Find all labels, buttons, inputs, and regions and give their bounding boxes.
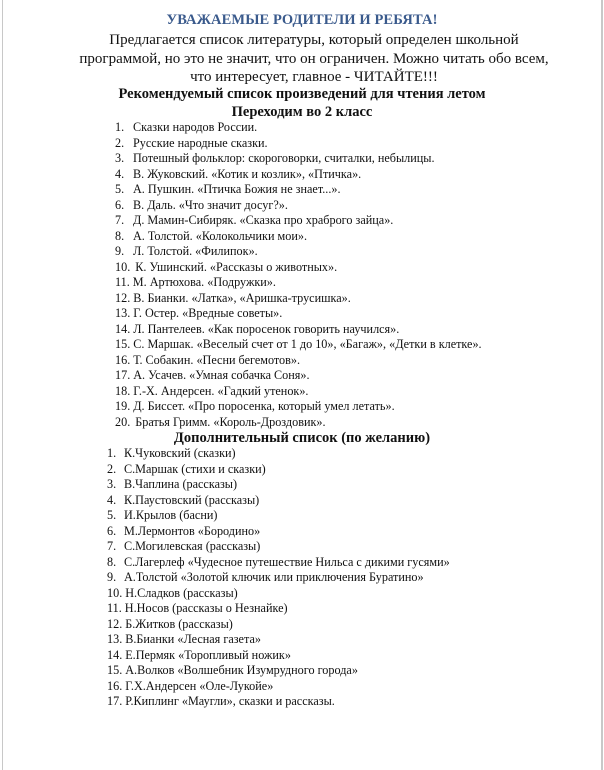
list-item (115, 275, 482, 291)
list-item (115, 182, 482, 198)
intro-paragraph: Предлагается список литературы, который определен школьной программой, но это не значит, что он ограничен. Можно читать обо всем, что интересует, главное - ЧИТАЙТЕ!!! (79, 32, 549, 85)
list-item (107, 570, 450, 586)
item-number: 16. (107, 678, 123, 693)
additional-reading-list (107, 446, 450, 710)
list-item (107, 679, 450, 695)
item-number: 2. (107, 461, 117, 476)
item-number: 15. (107, 663, 123, 677)
item-text: Д. Биссет. «Про поросенка, который умел летать». (133, 399, 395, 413)
item-text: Братья Гримм. «Король-Дроздовик». (135, 414, 326, 429)
item-number: 11. (115, 275, 130, 289)
item-text: Сказки народов России. (133, 120, 258, 134)
item-text: Г. Остер. «Вредные советы». (133, 306, 283, 320)
item-number: 19. (115, 399, 131, 413)
item-text: С. Маршак. «Веселый счет от 1 до 10», «Багаж», «Детки в клетке». (133, 337, 482, 351)
item-number: 2. (115, 135, 125, 150)
list-item (107, 524, 450, 540)
list-item (107, 663, 450, 679)
item-text: Л. Пантелеев. «Как поросенок говорить научился». (133, 321, 400, 336)
item-text: К.Паустовский (рассказы) (124, 492, 260, 507)
list-item (115, 244, 482, 260)
list-item (107, 446, 450, 462)
item-text: Н.Сладков (рассказы) (125, 585, 238, 600)
list-item (107, 586, 450, 602)
list-item (115, 399, 482, 415)
item-number: 4. (115, 166, 125, 181)
list-item (115, 368, 482, 384)
item-number: 5. (107, 508, 117, 522)
item-number: 7. (107, 539, 117, 553)
item-number: 14. (115, 321, 131, 336)
list-item (115, 198, 482, 214)
list-item (115, 260, 482, 276)
item-number: 12. (115, 290, 131, 305)
list-item (107, 648, 450, 664)
list-item (107, 462, 450, 478)
item-number: 6. (107, 523, 117, 538)
item-number: 6. (115, 197, 125, 212)
item-number: 9. (115, 244, 125, 258)
item-number: 15. (115, 337, 131, 351)
list-item (115, 322, 482, 338)
item-number: 7. (115, 213, 125, 227)
list-item (115, 167, 482, 183)
heading-grade: Переходим во 2 класс (231, 104, 373, 120)
item-text: Е.Пермяк «Торопливый ножик» (125, 647, 291, 662)
item-number: 16. (115, 352, 131, 367)
item-text: И.Крылов (басни) (124, 508, 218, 522)
list-item (107, 508, 450, 524)
item-text: А. Пушкин. «Птичка Божия не знает...». (133, 182, 341, 196)
list-item (115, 151, 482, 167)
item-number: 17. (115, 368, 131, 382)
item-number: 14. (107, 647, 123, 662)
item-text: С.Лагерлеф «Чудесное путешествие Нильса с дикими гусями» (124, 554, 450, 569)
list-item (107, 477, 450, 493)
item-number: 11. (107, 601, 122, 615)
list-item (107, 601, 450, 617)
list-item (107, 617, 450, 633)
list-item (115, 291, 482, 307)
item-text: С.Маршак (стихи и сказки) (124, 461, 266, 476)
item-text: М. Артюхова. «Подружки». (132, 275, 276, 289)
item-text: А. Усачев. «Умная собачка Соня». (133, 368, 310, 382)
item-text: В.Чаплина (рассказы) (124, 477, 238, 491)
item-number: 17. (107, 694, 123, 708)
item-number: 3. (115, 151, 125, 165)
item-number: 3. (107, 477, 117, 491)
item-text: К. Ушинский. «Рассказы о животных». (135, 259, 338, 274)
item-text: В. Жуковский. «Котик и козлик», «Птичка». (133, 166, 362, 181)
item-text: Г.Х.Андерсен «Оле-Лукойе» (125, 678, 274, 693)
item-text: Д. Мамин-Сибиряк. «Сказка про храброго зайца». (133, 213, 394, 227)
item-text: С.Могилевская (рассказы) (124, 539, 261, 553)
list-item (115, 415, 482, 431)
list-item (115, 306, 482, 322)
item-number: 1. (107, 446, 117, 460)
list-item (107, 632, 450, 648)
item-number: 8. (107, 554, 117, 569)
list-item (107, 539, 450, 555)
item-number: 20. (115, 414, 131, 429)
list-item (115, 120, 482, 136)
list-item (115, 213, 482, 229)
item-text: Потешный фольклор: скороговорки, считалки, небылицы. (133, 151, 435, 165)
item-number: 1. (115, 120, 125, 134)
item-text: М.Лермонтов «Бородино» (124, 523, 261, 538)
item-text: Б.Житков (рассказы) (125, 616, 233, 631)
item-text: Г.-Х. Андерсен. «Гадкий утенок». (133, 383, 309, 398)
item-number: 13. (107, 632, 123, 646)
item-text: Русские народные сказки. (133, 135, 268, 150)
list-item (115, 384, 482, 400)
page-edge-left (2, 0, 3, 770)
list-item (107, 694, 450, 710)
item-number: 4. (107, 492, 117, 507)
item-number: 9. (107, 570, 117, 584)
item-number: 5. (115, 182, 125, 196)
item-text: Т. Собакин. «Песни бегемотов». (133, 352, 301, 367)
list-item (115, 136, 482, 152)
item-text: В.Бианки «Лесная газета» (125, 632, 261, 646)
item-number: 10. (107, 585, 123, 600)
item-text: А. Толстой. «Колокольчики мои». (133, 228, 308, 243)
item-number: 10. (115, 259, 131, 274)
item-number: 18. (115, 383, 131, 398)
item-text: В. Даль. «Что значит досуг?». (133, 197, 288, 212)
item-text: Р.Киплинг «Маугли», сказки и рассказы. (125, 694, 335, 708)
item-number: 13. (115, 306, 131, 320)
list-item (115, 337, 482, 353)
heading-recommended-list: Рекомендуемый список произведений для чтения летом (118, 86, 486, 102)
item-number: 8. (115, 228, 125, 243)
list-item (107, 493, 450, 509)
list-item (115, 353, 482, 369)
item-number: 12. (107, 616, 123, 631)
item-text: К.Чуковский (сказки) (124, 446, 236, 460)
page-edge-right (601, 0, 603, 770)
heading-additional-list: Дополнительный список (по желанию) (173, 430, 431, 446)
page-title: УВАЖАЕМЫЕ РОДИТЕЛИ И РЕБЯТА! (166, 12, 438, 28)
item-text: Л. Толстой. «Филипок». (133, 244, 258, 258)
item-text: Н.Носов (рассказы о Незнайке) (124, 601, 288, 615)
list-item (115, 229, 482, 245)
item-text: А.Толстой «Золотой ключик или приключения Буратино» (124, 570, 424, 584)
item-text: А.Волков «Волшебник Изумрудного города» (125, 663, 358, 677)
main-reading-list (115, 120, 482, 430)
list-item (107, 555, 450, 571)
item-text: В. Бианки. «Латка», «Аришка-трусишка». (133, 290, 351, 305)
